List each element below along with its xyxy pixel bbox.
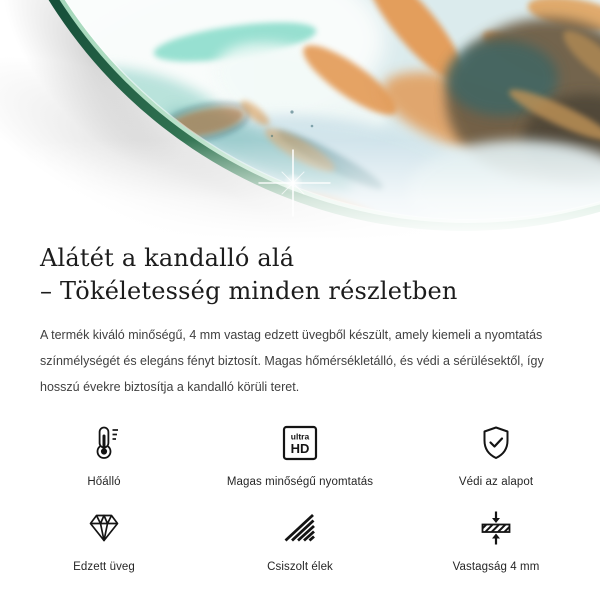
thickness-icon [476, 508, 516, 548]
page-title [40, 242, 560, 308]
feature-heat-resistant [6, 423, 202, 488]
product-description [40, 322, 580, 400]
thermometer-icon [84, 423, 124, 463]
shield-check-icon [476, 423, 516, 463]
diamond-icon [84, 508, 124, 548]
description-line: hosszú évekre biztosítja a kandalló körüli teret. [40, 380, 300, 394]
feature-label: Edzett üveg [73, 561, 135, 573]
ultra-hd-icon [280, 423, 320, 463]
feature-label: Csiszolt élek [267, 561, 333, 573]
description-line: színmélységét és elegáns fényt biztosít. Magas hőmérsékletálló, és védi a sérülésektől, így [40, 354, 544, 368]
page-title-line2: – Tökéletesség minden részletben [40, 277, 458, 305]
ultra-hd-icon-text-bottom: HD [290, 441, 310, 456]
feature-label: Hőálló [87, 476, 121, 488]
feature-polished-edges [202, 508, 398, 573]
feature-grid [0, 423, 600, 573]
image-fade-overlay [0, 140, 600, 240]
feature-label: Magas minőségű nyomtatás [226, 476, 374, 488]
feature-thickness [398, 508, 594, 573]
feature-high-quality-print [202, 423, 398, 488]
feature-protects-base [398, 423, 594, 488]
polished-edges-icon [280, 508, 320, 548]
product-image [0, 0, 600, 240]
product-image-canvas [0, 0, 600, 240]
description-line: A termék kiváló minőségű, 4 mm vastag edzett üvegből készült, amely kiemeli a nyomtatás [40, 328, 543, 342]
feature-label: Vastagság 4 mm [452, 561, 540, 573]
feature-label: Védi az alapot [458, 476, 534, 488]
ultra-hd-icon-text-top: ultra [290, 431, 310, 442]
page-title-line1: Alátét a kandalló alá [40, 244, 295, 272]
feature-tempered-glass [6, 508, 202, 573]
